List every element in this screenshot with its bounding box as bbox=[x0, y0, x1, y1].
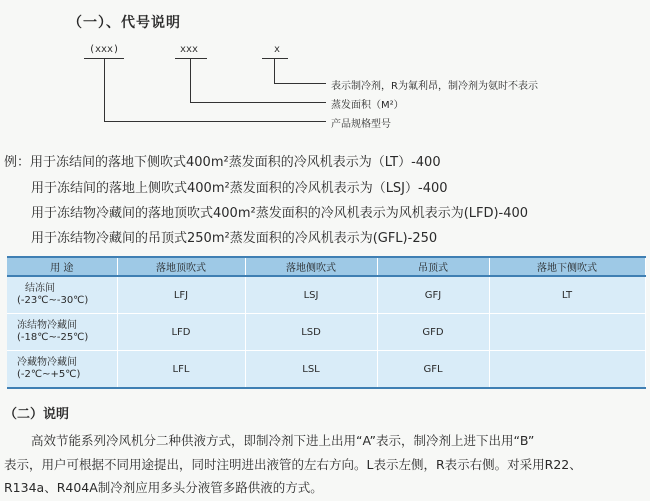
cell-code: LFD bbox=[117, 314, 245, 351]
example-line: 例：用于冻结间的落地下侧吹式400m²蒸发面积的冷风机表示为（LT）-400 bbox=[4, 155, 441, 170]
cell-code: GFD bbox=[377, 314, 489, 351]
example-line: 用于冻结物冷藏间的吊顶式250m²蒸发面积的冷风机表示为(GFL)-250 bbox=[31, 231, 438, 246]
use-name: 冷藏物冷藏间 bbox=[17, 357, 77, 368]
header-floor-top: 落地顶吹式 bbox=[117, 257, 245, 276]
notes-line: 高效节能系列冷风机分二种供液方式，即制冷剂下进上出用“A”表示，制冷剂上进下出用“B” bbox=[31, 433, 535, 448]
cell-use bbox=[7, 276, 117, 314]
table-row bbox=[7, 351, 645, 389]
cell-code: LSD bbox=[245, 314, 377, 351]
table-row bbox=[7, 314, 645, 351]
cell-code: LSL bbox=[245, 351, 377, 389]
cell-use bbox=[7, 351, 117, 389]
cell-use bbox=[7, 314, 117, 351]
leader-spec-h bbox=[104, 121, 326, 122]
notes-line: 表示，用户可根据不同用途提出，同时注明进出液管的左右方向。L表示左侧，R表示右侧。对采用R22、 bbox=[4, 457, 582, 472]
use-range: (-2℃~+5℃) bbox=[17, 369, 81, 380]
cell-code bbox=[489, 351, 645, 389]
cell-code: LSJ bbox=[245, 276, 377, 314]
leader-area-v bbox=[190, 58, 191, 102]
code-part-area: xxx bbox=[180, 44, 199, 55]
label-product-model: 产品规格型号 bbox=[331, 119, 391, 130]
code-part-spec: (xxx) bbox=[89, 44, 120, 55]
use-range: (-23℃~-30℃) bbox=[17, 295, 89, 306]
cell-code bbox=[489, 314, 645, 351]
example-line: 用于冻结间的落地上侧吹式400m²蒸发面积的冷风机表示为（LSJ）-400 bbox=[31, 181, 448, 196]
use-range: (-18℃~-25℃) bbox=[17, 332, 89, 343]
label-refrigerant: 表示制冷剂，R为氟利昂，制冷剂为氨时不表示 bbox=[331, 81, 538, 92]
code-part-refrigerant: x bbox=[274, 44, 281, 55]
notes-line: R134a、R404A制冷剂应用多头分液管多路供液的方式。 bbox=[4, 480, 323, 495]
header-use: 用 途 bbox=[7, 257, 117, 276]
table-row bbox=[7, 276, 645, 314]
use-name: 结冻间 bbox=[25, 283, 55, 294]
leader-spec-v bbox=[104, 58, 105, 121]
example-line: 用于冻结物冷藏间的落地顶吹式400m²蒸发面积的冷风机表示为风机表示为(LFD)-400 bbox=[31, 206, 529, 221]
underline-area bbox=[175, 58, 207, 59]
header-floor-lower-side: 落地下侧吹式 bbox=[489, 257, 645, 276]
section-title-code-desc: （一）、代号说明 bbox=[68, 15, 181, 31]
section-title-notes: （二）说明 bbox=[4, 407, 70, 422]
header-ceiling: 吊顶式 bbox=[377, 257, 489, 276]
cell-code: GFL bbox=[377, 351, 489, 389]
use-name: 冻结物冷藏间 bbox=[17, 320, 77, 331]
cell-code: GFJ bbox=[377, 276, 489, 314]
leader-refrigerant-v bbox=[274, 58, 275, 83]
cell-code: LFJ bbox=[117, 276, 245, 314]
underline-refrigerant bbox=[262, 58, 288, 59]
header-floor-side: 落地侧吹式 bbox=[245, 257, 377, 276]
cell-code: LT bbox=[489, 276, 645, 314]
table-header-row bbox=[7, 257, 645, 276]
model-code-table bbox=[7, 256, 646, 389]
leader-refrigerant-h bbox=[274, 83, 326, 84]
cell-code: LFL bbox=[117, 351, 245, 389]
leader-area-h bbox=[190, 102, 326, 103]
label-evaporation-area: 蒸发面积（M²） bbox=[331, 100, 404, 111]
